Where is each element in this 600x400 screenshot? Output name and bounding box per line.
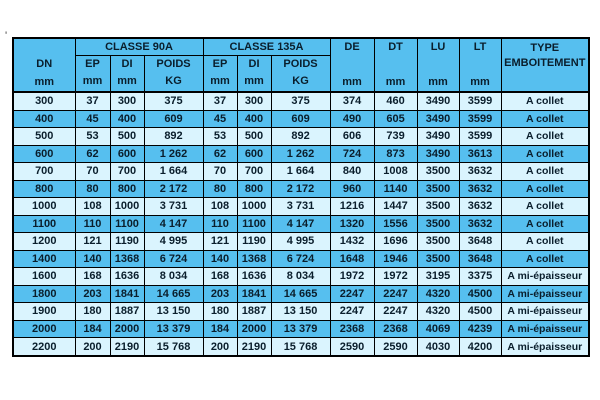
cell-ep-90a: 203 [75, 285, 110, 303]
cell-ep-90a: 37 [75, 92, 110, 110]
table-row [13, 268, 589, 286]
cell-di-90a: 1887 [110, 303, 144, 321]
cell-dt: 2368 [374, 320, 417, 338]
cell-poids-135a: 375 [271, 92, 330, 110]
cell-ep-90a: 70 [75, 163, 110, 181]
cell-dn: 2000 [13, 320, 75, 338]
cell-di-90a: 400 [110, 110, 144, 128]
cell-dt: 2590 [374, 338, 417, 356]
cell-poids-90a: 4 995 [144, 233, 203, 251]
cell-dt: 1140 [374, 180, 417, 198]
cell-ep-90a: 53 [75, 128, 110, 146]
cell-ep-135a: 121 [203, 233, 237, 251]
cell-poids-90a: 15 768 [144, 338, 203, 356]
type-label-line1: TYPE [530, 42, 560, 54]
cell-poids-135a: 1 664 [271, 163, 330, 181]
cell-di-90a: 800 [110, 180, 144, 198]
table-row [13, 110, 589, 128]
cell-de: 724 [330, 145, 374, 163]
type-label-line2: EMBOITEMENT [504, 57, 586, 69]
col-header-di-90a: DI mm [110, 55, 144, 92]
cell-ep-135a: 62 [203, 145, 237, 163]
cell-lt: 3599 [459, 128, 501, 146]
cell-dn: 1900 [13, 303, 75, 321]
cell-poids-90a: 13 150 [144, 303, 203, 321]
cell-di-90a: 1841 [110, 285, 144, 303]
cell-dt: 1972 [374, 268, 417, 286]
cell-ep-90a: 140 [75, 250, 110, 268]
cell-di-90a: 600 [110, 145, 144, 163]
cell-poids-135a: 4 147 [271, 215, 330, 233]
de-unit: mm [342, 76, 362, 88]
col-header-poids-90a: POIDS KG [144, 55, 203, 92]
cell-ep-135a: 180 [203, 303, 237, 321]
cell-lt: 3613 [459, 145, 501, 163]
cell-ep-135a: 200 [203, 338, 237, 356]
cell-poids-135a: 4 995 [271, 233, 330, 251]
cell-de: 490 [330, 110, 374, 128]
cell-dt: 1946 [374, 250, 417, 268]
dn-label: DN [36, 58, 53, 70]
cell-lt: 3599 [459, 110, 501, 128]
dt-label: DT [388, 41, 403, 53]
cell-poids-90a: 1 262 [144, 145, 203, 163]
cell-de: 374 [330, 92, 374, 110]
table-row [13, 338, 589, 356]
cell-poids-135a: 1 262 [271, 145, 330, 163]
cell-poids-135a: 8 034 [271, 268, 330, 286]
cell-di-90a: 2190 [110, 338, 144, 356]
cell-ep-135a: 168 [203, 268, 237, 286]
cell-lt: 4239 [459, 320, 501, 338]
cell-poids-90a: 6 724 [144, 250, 203, 268]
col-group-classe-90a: CLASSE 90A [75, 38, 203, 55]
cell-poids-135a: 892 [271, 128, 330, 146]
cell-lu: 3500 [417, 180, 459, 198]
cell-dt: 873 [374, 145, 417, 163]
cell-di-90a: 1100 [110, 215, 144, 233]
cell-lt: 3632 [459, 180, 501, 198]
cell-lu: 3195 [417, 268, 459, 286]
cell-dt: 739 [374, 128, 417, 146]
cell-dt: 460 [374, 92, 417, 110]
cell-type: A collet [501, 92, 589, 110]
cell-poids-135a: 13 150 [271, 303, 330, 321]
cell-di-90a: 1368 [110, 250, 144, 268]
cell-dn: 600 [13, 145, 75, 163]
cell-di-135a: 1636 [237, 268, 271, 286]
cell-dn: 2200 [13, 338, 75, 356]
lu-label: LU [430, 41, 446, 53]
col-header-lu [417, 38, 459, 92]
cell-de: 2247 [330, 285, 374, 303]
col-header-de [330, 38, 374, 92]
cell-ep-135a: 184 [203, 320, 237, 338]
cell-poids-135a: 15 768 [271, 338, 330, 356]
cell-di-90a: 2000 [110, 320, 144, 338]
cell-poids-90a: 375 [144, 92, 203, 110]
cell-dt: 1447 [374, 198, 417, 216]
cell-poids-90a: 14 665 [144, 285, 203, 303]
cell-di-135a: 600 [237, 145, 271, 163]
cell-lt: 3375 [459, 268, 501, 286]
cell-poids-135a: 13 379 [271, 320, 330, 338]
cell-lt: 3599 [459, 92, 501, 110]
col-header-type-emboitement [501, 38, 589, 92]
cell-ep-135a: 110 [203, 215, 237, 233]
table-row [13, 163, 589, 181]
cell-lu: 4030 [417, 338, 459, 356]
cell-lu: 3490 [417, 110, 459, 128]
cell-type: A mi-épaisseur [501, 268, 589, 286]
col-header-lt [459, 38, 501, 92]
cell-de: 1320 [330, 215, 374, 233]
cell-lu: 3500 [417, 198, 459, 216]
cell-ep-90a: 121 [75, 233, 110, 251]
cell-di-90a: 1000 [110, 198, 144, 216]
cell-ep-90a: 180 [75, 303, 110, 321]
cell-lu: 3500 [417, 163, 459, 181]
cell-di-135a: 1841 [237, 285, 271, 303]
cell-dt: 1556 [374, 215, 417, 233]
cell-de: 2590 [330, 338, 374, 356]
table-row [13, 233, 589, 251]
col-group-classe-135a: CLASSE 135A [203, 38, 330, 55]
cell-type: A collet [501, 215, 589, 233]
cell-lu: 4320 [417, 285, 459, 303]
cell-lu: 4320 [417, 303, 459, 321]
cell-poids-90a: 3 731 [144, 198, 203, 216]
col-header-poids-135a: POIDS KG [271, 55, 330, 92]
cell-poids-90a: 609 [144, 110, 203, 128]
cell-poids-135a: 14 665 [271, 285, 330, 303]
cell-type: A collet [501, 233, 589, 251]
table-body [13, 92, 589, 356]
cell-type: A mi-épaisseur [501, 338, 589, 356]
header-row-groups [13, 38, 589, 55]
cell-di-135a: 400 [237, 110, 271, 128]
table-row [13, 180, 589, 198]
cell-ep-90a: 80 [75, 180, 110, 198]
cell-de: 1648 [330, 250, 374, 268]
cell-dn: 1600 [13, 268, 75, 286]
cell-di-135a: 800 [237, 180, 271, 198]
cell-poids-135a: 2 172 [271, 180, 330, 198]
table-row [13, 198, 589, 216]
lu-unit: mm [428, 76, 448, 88]
cell-type: A mi-épaisseur [501, 303, 589, 321]
cell-type: A collet [501, 128, 589, 146]
cell-di-90a: 300 [110, 92, 144, 110]
dn-unit: mm [34, 76, 55, 88]
cell-dn: 1000 [13, 198, 75, 216]
cell-di-135a: 1368 [237, 250, 271, 268]
cell-lt: 3632 [459, 215, 501, 233]
cell-di-135a: 2000 [237, 320, 271, 338]
cell-ep-90a: 62 [75, 145, 110, 163]
cell-type: A collet [501, 198, 589, 216]
cell-lu: 3500 [417, 250, 459, 268]
table-row [13, 92, 589, 110]
cell-lt: 4200 [459, 338, 501, 356]
cell-lu: 3490 [417, 145, 459, 163]
cell-di-135a: 1190 [237, 233, 271, 251]
cell-di-90a: 700 [110, 163, 144, 181]
cell-ep-135a: 53 [203, 128, 237, 146]
cell-ep-135a: 80 [203, 180, 237, 198]
cell-dt: 2247 [374, 303, 417, 321]
cell-de: 1432 [330, 233, 374, 251]
cell-ep-135a: 140 [203, 250, 237, 268]
cell-de: 606 [330, 128, 374, 146]
cell-ep-135a: 37 [203, 92, 237, 110]
cell-poids-90a: 2 172 [144, 180, 203, 198]
cell-di-135a: 1000 [237, 198, 271, 216]
cell-de: 960 [330, 180, 374, 198]
cell-lt: 3632 [459, 163, 501, 181]
cell-de: 2247 [330, 303, 374, 321]
cell-poids-90a: 1 664 [144, 163, 203, 181]
cell-ep-90a: 45 [75, 110, 110, 128]
cell-poids-135a: 6 724 [271, 250, 330, 268]
cell-di-135a: 500 [237, 128, 271, 146]
cell-ep-135a: 203 [203, 285, 237, 303]
cell-lt: 4500 [459, 285, 501, 303]
col-header-ep-135a: EP mm [203, 55, 237, 92]
cell-dt: 605 [374, 110, 417, 128]
cell-ep-135a: 70 [203, 163, 237, 181]
cell-lu: 4069 [417, 320, 459, 338]
table-header [13, 38, 589, 92]
cell-dn: 1200 [13, 233, 75, 251]
cell-poids-135a: 609 [271, 110, 330, 128]
cell-type: A collet [501, 145, 589, 163]
cell-ep-135a: 45 [203, 110, 237, 128]
cell-di-135a: 700 [237, 163, 271, 181]
cell-di-90a: 1636 [110, 268, 144, 286]
cell-di-90a: 500 [110, 128, 144, 146]
col-header-ep-90a: EP mm [75, 55, 110, 92]
cell-ep-90a: 108 [75, 198, 110, 216]
cell-poids-135a: 3 731 [271, 198, 330, 216]
cell-ep-90a: 168 [75, 268, 110, 286]
pipe-dimensions-table [12, 37, 590, 357]
cell-dn: 1800 [13, 285, 75, 303]
cell-lu: 3500 [417, 233, 459, 251]
cell-di-135a: 2190 [237, 338, 271, 356]
table-row [13, 320, 589, 338]
table-row [13, 128, 589, 146]
cell-poids-90a: 4 147 [144, 215, 203, 233]
col-header-dt [374, 38, 417, 92]
col-header-di-135a: DI mm [237, 55, 271, 92]
cell-di-90a: 1190 [110, 233, 144, 251]
table-row [13, 250, 589, 268]
cell-poids-90a: 892 [144, 128, 203, 146]
table-row [13, 145, 589, 163]
cell-dt: 2247 [374, 285, 417, 303]
cell-di-135a: 300 [237, 92, 271, 110]
cell-lt: 3632 [459, 198, 501, 216]
cell-type: A collet [501, 163, 589, 181]
cell-ep-135a: 108 [203, 198, 237, 216]
de-label: DE [344, 41, 360, 53]
dt-unit: mm [385, 76, 406, 88]
cell-ep-90a: 110 [75, 215, 110, 233]
cell-ep-90a: 200 [75, 338, 110, 356]
cell-dn: 700 [13, 163, 75, 181]
stray-tick-mark: ' [5, 30, 8, 40]
cell-dn: 800 [13, 180, 75, 198]
cell-lt: 3648 [459, 233, 501, 251]
cell-dn: 1400 [13, 250, 75, 268]
table-row [13, 215, 589, 233]
cell-type: A mi-épaisseur [501, 320, 589, 338]
cell-poids-90a: 8 034 [144, 268, 203, 286]
cell-dt: 1008 [374, 163, 417, 181]
cell-ep-90a: 184 [75, 320, 110, 338]
cell-lt: 3648 [459, 250, 501, 268]
lt-unit: mm [470, 76, 490, 88]
cell-poids-90a: 13 379 [144, 320, 203, 338]
table-row [13, 285, 589, 303]
cell-de: 1972 [330, 268, 374, 286]
cell-di-135a: 1887 [237, 303, 271, 321]
cell-di-135a: 1100 [237, 215, 271, 233]
lt-label: LT [473, 41, 487, 53]
cell-de: 840 [330, 163, 374, 181]
cell-dt: 1696 [374, 233, 417, 251]
cell-dn: 400 [13, 110, 75, 128]
cell-dn: 300 [13, 92, 75, 110]
cell-lu: 3490 [417, 128, 459, 146]
cell-type: A collet [501, 110, 589, 128]
cell-lu: 3500 [417, 215, 459, 233]
cell-de: 1216 [330, 198, 374, 216]
cell-type: A collet [501, 250, 589, 268]
cell-dn: 500 [13, 128, 75, 146]
cell-de: 2368 [330, 320, 374, 338]
cell-lu: 3490 [417, 92, 459, 110]
cell-lt: 4500 [459, 303, 501, 321]
col-header-dn [13, 38, 75, 92]
cell-dn: 1100 [13, 215, 75, 233]
cell-type: A mi-épaisseur [501, 285, 589, 303]
cell-type: A collet [501, 180, 589, 198]
table-row [13, 303, 589, 321]
